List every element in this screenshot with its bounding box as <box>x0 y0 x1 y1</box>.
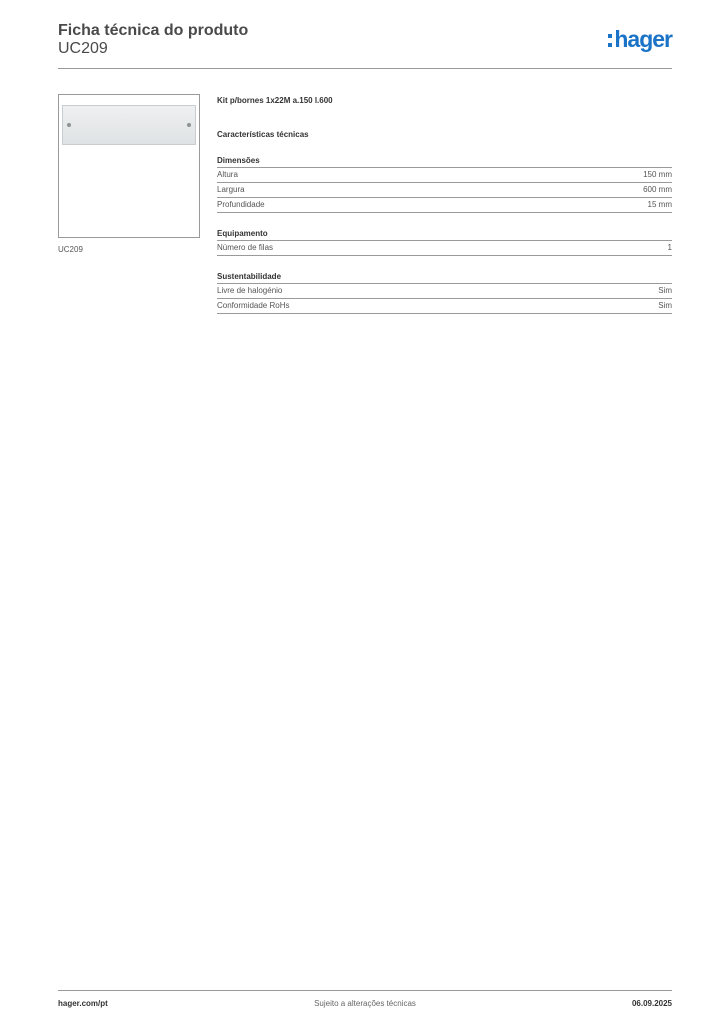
spec-value: 1 <box>667 243 672 252</box>
image-caption: UC209 <box>58 245 83 254</box>
page-header <box>58 20 672 69</box>
product-code: UC209 <box>58 40 108 57</box>
spec-group-dimensions <box>217 156 672 213</box>
spec-group-equipment <box>217 229 672 256</box>
logo-dots-icon <box>608 34 612 47</box>
group-title: Dimensões <box>217 156 672 168</box>
spec-row <box>217 299 672 314</box>
footer-date: 06.09.2025 <box>631 999 672 1008</box>
product-image-frame <box>58 94 200 238</box>
logo-text: hager <box>614 26 672 52</box>
spec-label: Altura <box>217 170 238 179</box>
screw-icon <box>67 123 71 127</box>
section-title: Características técnicas <box>217 130 309 139</box>
spec-value: Sim <box>658 286 672 295</box>
screw-icon <box>187 123 191 127</box>
hager-logo <box>608 28 672 54</box>
document-title: Ficha técnica do produto <box>58 22 249 39</box>
product-details <box>217 96 672 314</box>
spec-row <box>217 241 672 256</box>
spec-label: Livre de halogénio <box>217 286 283 295</box>
product-name: Kit p/bornes 1x22M a.150 l.600 <box>217 96 333 105</box>
spec-value: 15 mm <box>647 200 672 209</box>
spec-value: 600 mm <box>643 185 672 194</box>
spec-row <box>217 168 672 183</box>
spec-group-sustainability <box>217 272 672 314</box>
cover-panel-image <box>62 105 196 145</box>
page-footer <box>58 990 672 1015</box>
spec-label: Conformidade RoHs <box>217 301 290 310</box>
spec-row <box>217 284 672 299</box>
spec-label: Largura <box>217 185 245 194</box>
footer-website-link[interactable]: hager.com/pt <box>58 999 108 1008</box>
spec-value: 150 mm <box>643 170 672 179</box>
group-title: Sustentabilidade <box>217 272 672 284</box>
spec-row <box>217 198 672 213</box>
spec-row <box>217 183 672 198</box>
spec-value: Sim <box>658 301 672 310</box>
spec-label: Número de filas <box>217 243 274 252</box>
spec-label: Profundidade <box>217 200 265 209</box>
group-title: Equipamento <box>217 229 672 241</box>
footer-note: Sujeito a alterações técnicas <box>314 999 416 1008</box>
